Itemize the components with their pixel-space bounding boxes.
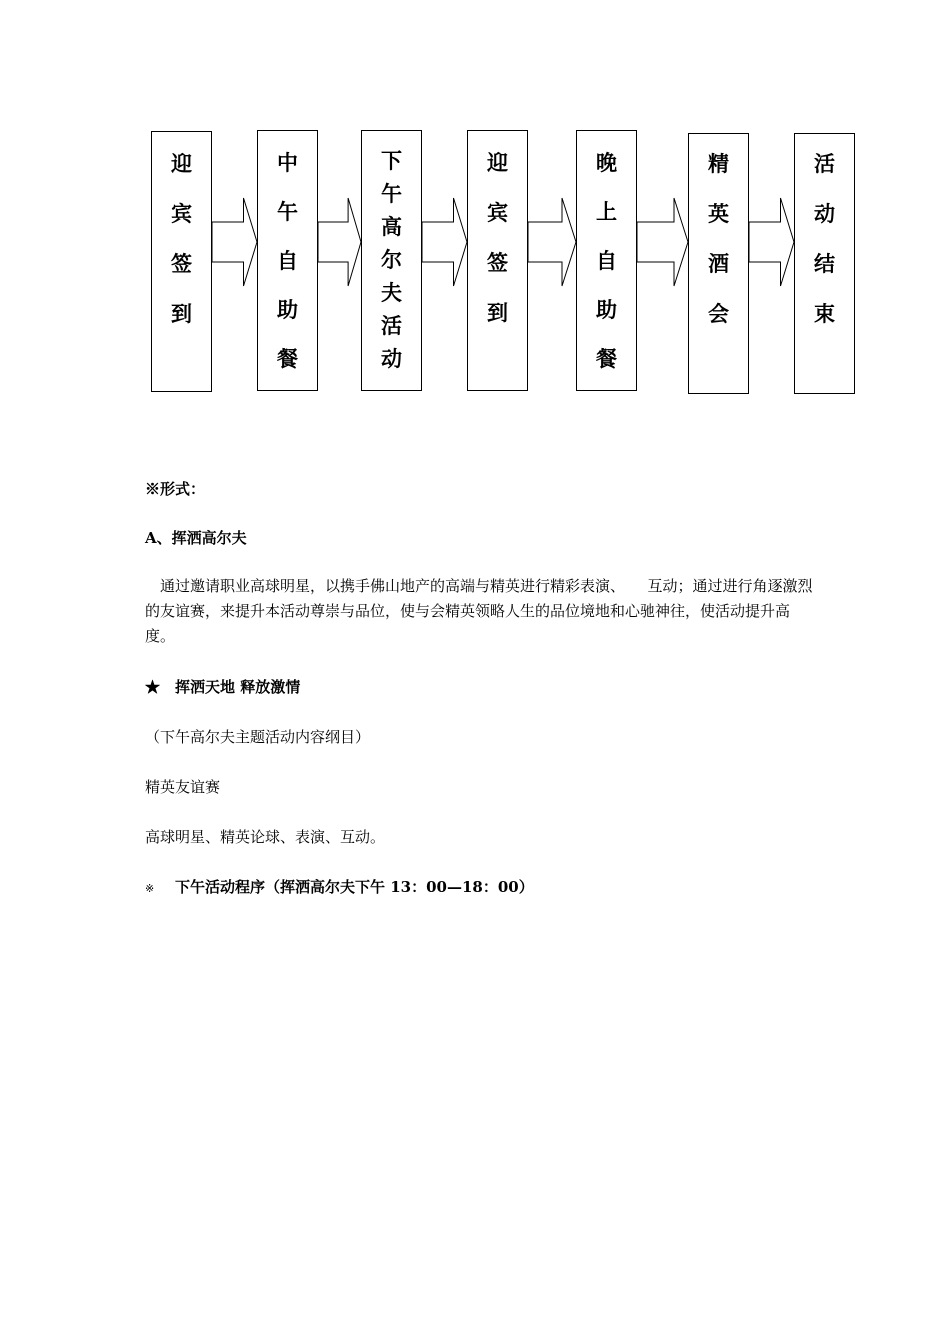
flow-step-char: 晚	[596, 151, 617, 175]
flow-step-char: 束	[814, 302, 835, 326]
flow-step-char: 结	[814, 252, 835, 276]
flow-step-char: 午	[381, 182, 402, 206]
flow-step-char: 餐	[277, 347, 298, 371]
flow-step-char: 宾	[171, 202, 192, 226]
flow-step-char: 上	[596, 200, 617, 224]
flowchart	[0, 0, 950, 420]
flow-step-char: 助	[596, 298, 617, 322]
section-a-body: 通过邀请职业高球明星，以携手佛山地产的高端与精英进行精彩表演、 互动；通过进行角逐激烈的友谊赛，来提升本活动尊崇与品位，使与会精英领略人生的品位境地和心驰神往，使活动提升高度。	[145, 577, 813, 645]
section-a-title: A、挥洒高尔夫	[145, 529, 247, 547]
flow-step-char: 夫	[381, 281, 402, 305]
list-item-friendly-match: 精英友谊赛	[145, 778, 221, 796]
program-heading	[145, 876, 534, 897]
flow-step-char: 到	[487, 301, 508, 325]
flow-step-char: 下	[381, 149, 402, 173]
flow-step-char: 助	[277, 298, 298, 322]
flow-step-char: 宾	[487, 201, 508, 225]
flow-step-char: 活	[381, 314, 402, 338]
flow-step-char: 中	[277, 151, 298, 175]
flow-arrow	[528, 198, 576, 286]
flow-step-char: 到	[171, 302, 192, 326]
flow-step-char: 签	[171, 252, 192, 276]
flow-step-char: 高	[381, 215, 402, 239]
flow-step-char: 动	[814, 202, 835, 226]
flow-step-char: 精	[708, 152, 729, 176]
flow-arrow	[212, 198, 257, 286]
flow-step-char: 午	[277, 200, 298, 224]
flow-step-char: 英	[708, 202, 729, 226]
list-item-activities: 高球明星、精英论球、表演、互动。	[145, 828, 386, 846]
slogan: ★ 挥洒天地 释放激情	[145, 678, 301, 696]
flow-step-char: 会	[708, 302, 729, 326]
flow-step-char: 尔	[381, 248, 402, 272]
program-mark: ※	[145, 882, 155, 895]
flow-step-char: 餐	[596, 347, 617, 371]
program-title: 下午活动程序（挥洒高尔夫下午 13：00—18：00）	[175, 878, 534, 896]
subtitle: （下午高尔夫主题活动内容纲目）	[145, 728, 371, 746]
flow-step-char: 自	[596, 249, 617, 273]
flow-step-char: 迎	[487, 151, 508, 175]
flow-arrows	[0, 0, 950, 420]
flow-step-char: 酒	[708, 252, 729, 276]
flow-arrow	[749, 198, 794, 286]
flow-step-char: 签	[487, 251, 508, 275]
form-heading: ※形式：	[145, 480, 206, 498]
flow-step-char: 迎	[171, 152, 192, 176]
flow-arrow	[318, 198, 361, 286]
flow-arrow	[637, 198, 688, 286]
flow-arrow	[422, 198, 467, 286]
flow-step-char: 自	[277, 249, 298, 273]
flow-step-char: 活	[814, 152, 835, 176]
flow-step-char: 动	[381, 347, 402, 371]
